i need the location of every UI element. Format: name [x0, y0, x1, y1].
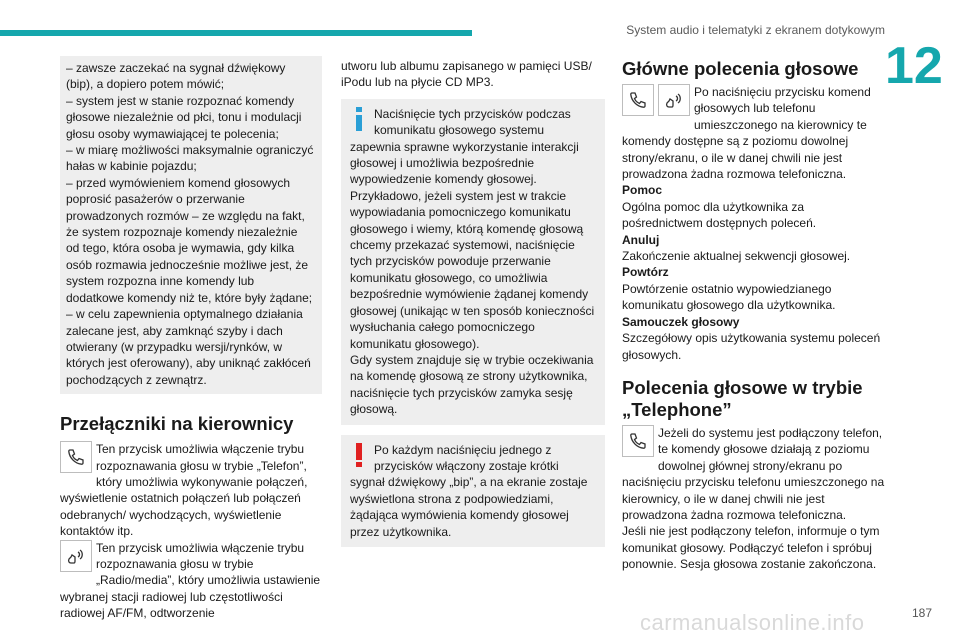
main-commands-intro-text: Po naciśnięciu przycisku komend głosowych lub telefonu umieszczonego na kierownicy te komendy dostępne są z poziomu dowolnej strony/ekranu, o ile w danej chwili nie jest prowadzona żadna rozmowa telefoniczna.: [622, 85, 871, 182]
column-3: [622, 58, 888, 573]
tips-box: [60, 56, 322, 394]
command-desc: Szczegółowy opis użytkowania systemu poleceń głosowych.: [622, 331, 881, 362]
phone-button-paragraph: [60, 441, 322, 539]
phone-icon: [622, 425, 654, 457]
header-accent-bar: [0, 30, 472, 36]
command-desc: Powtórzenie ostatnio wypowiedzianego komunikatu głosowego dla użytkownika.: [622, 281, 836, 313]
telephone-text-2: Jeśli nie jest podłączony telefon, informuje o tym komunikat głosowy. Podłączyć telefon i spróbuj ponownie. Sesja głosowa zostanie zakończona.: [622, 524, 880, 572]
voice-button-paragraph: [60, 540, 322, 622]
watermark: carmanualsonline.info: [640, 610, 865, 635]
column-2: [341, 58, 605, 547]
continued-text: utworu lub albumu zapisanego w pamięci USB/ iPodu lub na płycie CD MP3.: [341, 59, 592, 90]
command-name: Pomoc: [622, 183, 663, 198]
phone-icon: [622, 84, 654, 116]
command-name: Samouczek głosowy: [622, 314, 740, 329]
header-title: System audio i telematyki z ekranem dotykowym: [626, 23, 885, 37]
tip-line: – przed wymówieniem komend głosowych poprosić pasażerów o przerwanie prowadzonych rozmów – ze względu na fakt, że system rozpoznaje komendy niezależnie od tego, która osoba je wymawia, gdy kilka osób rozmawia jednocześnie możliwe jest, że system rozpozna inne komendy lub dodatkowe komendy niż te, które były żądane;: [66, 175, 313, 305]
info-text-3: Gdy system znajduje się w trybie oczekiwania na komendę głosową ze strony użytkownika, naciśnięcie tych przycisków zamyka sesję głosową.: [350, 352, 594, 417]
main-commands-intro: [622, 84, 888, 182]
command-desc: Zakończenie aktualnej sekwencji głosowej.: [622, 249, 851, 264]
warning-icon: [352, 442, 366, 468]
info-text-2: Przykładowo, jeżeli system jest w trakcie wypowiadania pomocniczego komunikatu głosowego i wiemy, którą komendę głosową chcemy przekazać systemowi, naciśnięcie tych przycisków powoduje przerwanie komunikatu głosowego, co umożliwia bezpośrednie wymówienie żądanej komendy głosowej (unikając w ten sposób konieczności wysłuchania całego pomocniczego komunikatu głosowego).: [350, 188, 595, 351]
info-text: Naciśnięcie tych przycisków podczas komunikatu głosowego systemu zapewnia sprawne wykorzystanie interakcji głosowej i umożliwia bezpośrednie wypowiedzenie komendy głosowej.: [350, 106, 579, 187]
telephone-text: Jeżeli do systemu jest podłączony telefon, te komendy głosowe działają z poziomu dowolnej głównej strony/ekranu po naciśnięciu przycisku telefonu umieszczonego na kierownicy, o ile w danej chwili nie jest prowadzona żadna rozmowa telefoniczna.: [622, 425, 885, 522]
chapter-number: 12: [885, 37, 943, 95]
command-name: Anuluj: [622, 232, 660, 247]
command-desc: Ogólna pomoc dla użytkownika za pośrednictwem dostępnych poleceń.: [622, 199, 817, 231]
section-heading-telephone: Polecenia głosowe w trybie „Telephone”: [622, 376, 863, 420]
voice-button-text: Ten przycisk umożliwia włączenie trybu rozpoznawania głosu w trybie „Radio/media”, który umożliwia ustawienie wybranej stacji radiowej lub częstotliwości radiowej AF/FM, odtworzenie: [60, 540, 321, 621]
column-1: [60, 56, 322, 622]
info-icon: [352, 106, 366, 132]
phone-button-text: Ten przycisk umożliwia włączenie trybu rozpoznawania głosu w trybie „Telefon”, który umożliwia wykonywanie połączeń, wyświetlenie ostatnich połączeń lub połączeń odebranych/ wychodzących, wyświetlenie kontaktów itp.: [60, 442, 308, 539]
tip-line: – w celu zapewnienia optymalnego działania zalecane jest, aby zamknąć szyby i dach otwierany (w przypadku wersji/rynków, w których jest oferowany), aby uniknąć zakłóceń pochodzących z zewnątrz.: [66, 307, 311, 387]
tip-line: – w miarę możliwości maksymalnie ograniczyć hałas w kabinie pojazdu;: [66, 143, 314, 174]
section-heading-steering: Przełączniki na kierownicy: [60, 413, 294, 435]
telephone-paragraph: [622, 425, 888, 523]
section-heading-main-commands: Główne polecenia głosowe: [622, 58, 859, 79]
phone-icon: [60, 441, 92, 473]
tip-line: – system jest w stanie rozpoznać komendy głosowe niezależnie od płci, tonu i modulacji głosu osoby wymawiającej te polecenia;: [66, 93, 302, 141]
command-name: Powtórz: [622, 265, 669, 280]
info-box: [341, 99, 605, 425]
voice-command-icon: [658, 84, 690, 116]
tip-line: – zawsze zaczekać na sygnał dźwiękowy (bip), a dopiero potem mówić;: [66, 61, 286, 92]
warning-text: Po każdym naciśnięciu jednego z przycisków włączony zostaje krótki sygnał dźwiękowy „bip”, a na ekranie zostaje wyświetlona strona z podpowiedziami, żądająca wymówienia komendy głosowej przez użytkownika.: [350, 442, 588, 539]
voice-command-icon: [60, 540, 92, 572]
page-number: 187: [911, 606, 932, 620]
warning-box: [341, 435, 605, 547]
